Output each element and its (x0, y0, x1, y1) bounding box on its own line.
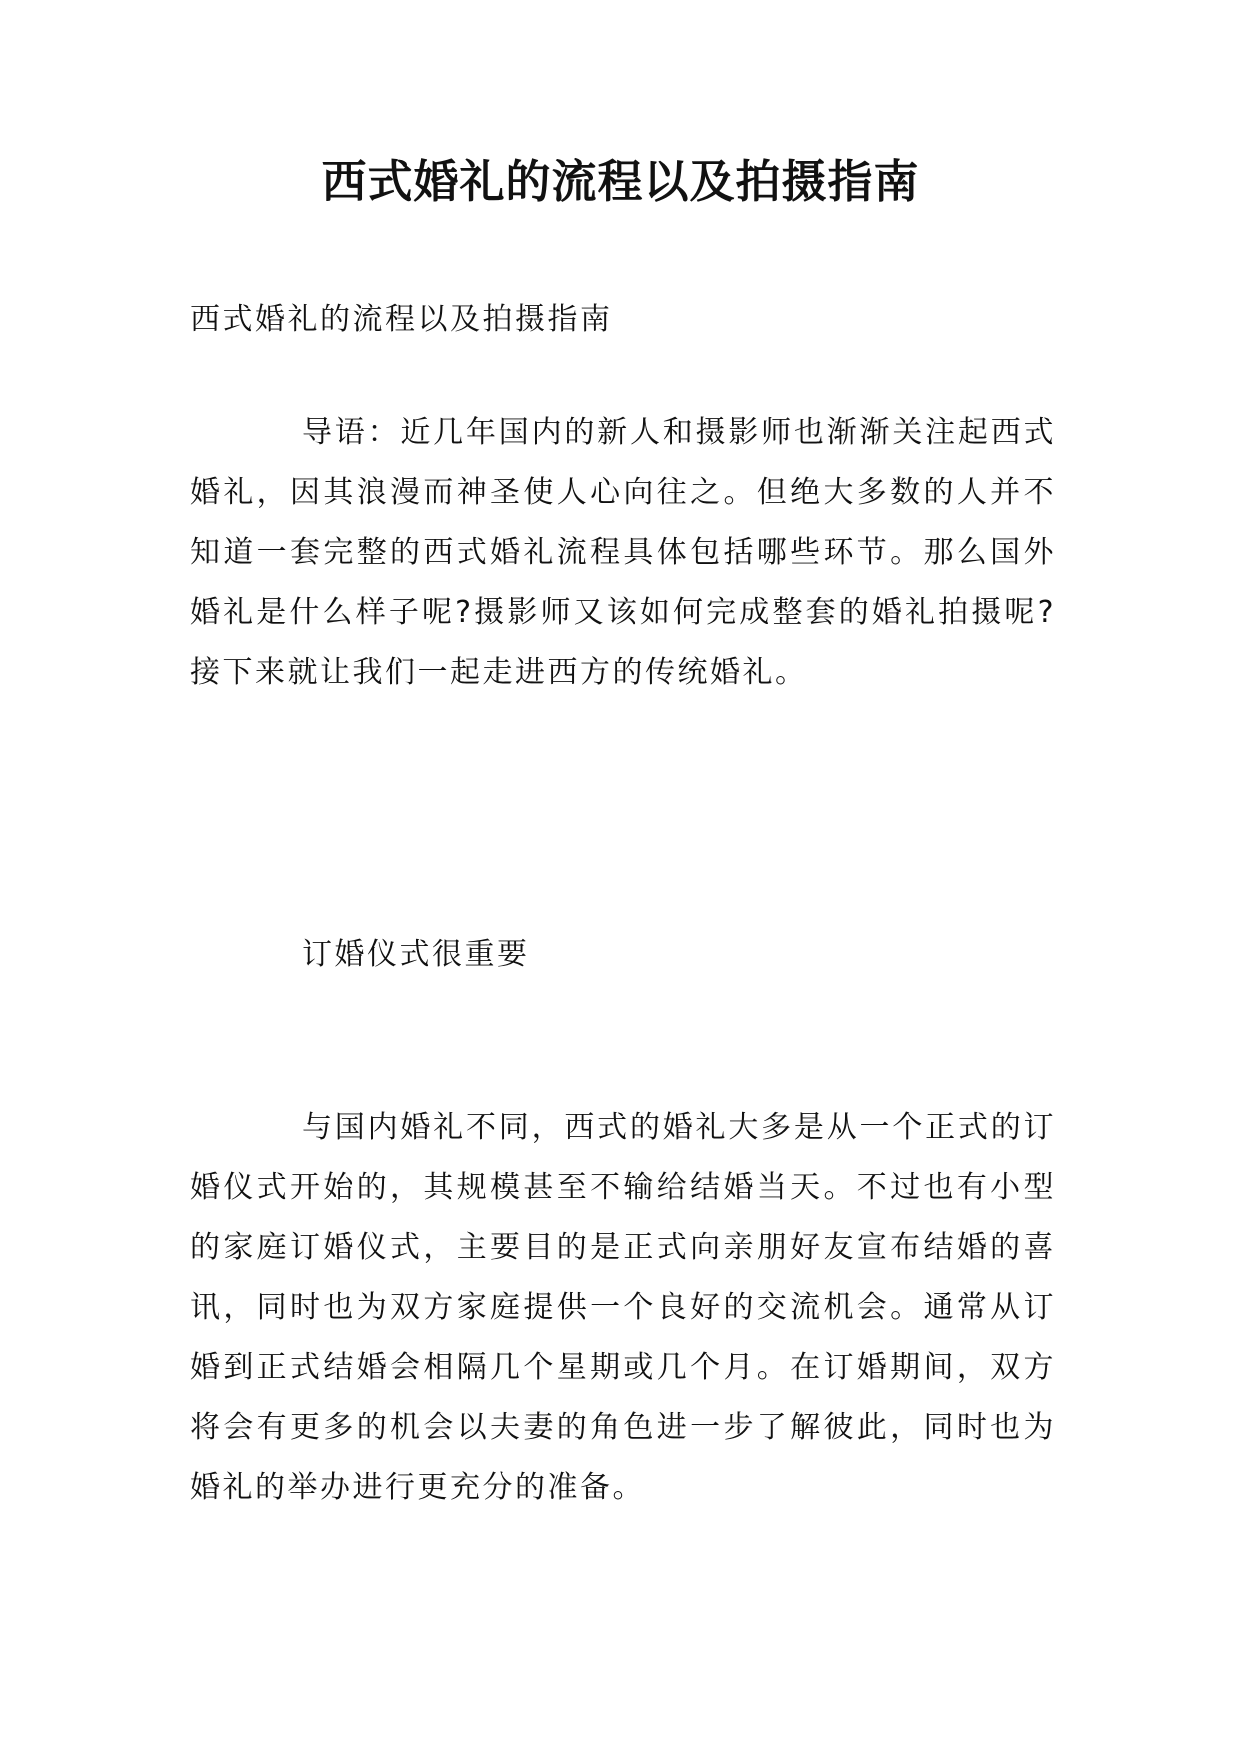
section-heading-engagement: 订婚仪式很重要 (302, 937, 530, 972)
document-subtitle: 西式婚礼的流程以及拍摄指南 (190, 302, 613, 337)
document-title: 西式婚礼的流程以及拍摄指南 (321, 155, 920, 208)
intro-paragraph: 导语：近几年国内的新人和摄影师也渐渐关注起西式婚礼，因其浪漫而神圣使人心向往之。但绝大多数的人并不知道一套完整的西式婚礼流程具体包括哪些环节。那么国外婚礼是什么样子呢?摄影师又该如何完成整套的婚礼拍摄呢?接下来就让我们一起走进西方的传统婚礼。 (190, 415, 1056, 690)
engagement-paragraph: 与国内婚礼不同，西式的婚礼大多是从一个正式的订婚仪式开始的，其规模甚至不输给结婚当天。不过也有小型的家庭订婚仪式，主要目的是正式向亲朋好友宣布结婚的喜讯，同时也为双方家庭提供一个良好的交流机会。通常从订婚到正式结婚会相隔几个星期或几个月。在订婚期间，双方将会有更多的机会以夫妻的角色进一步了解彼此，同时也为婚礼的举办进行更充分的准备。 (190, 1110, 1056, 1505)
